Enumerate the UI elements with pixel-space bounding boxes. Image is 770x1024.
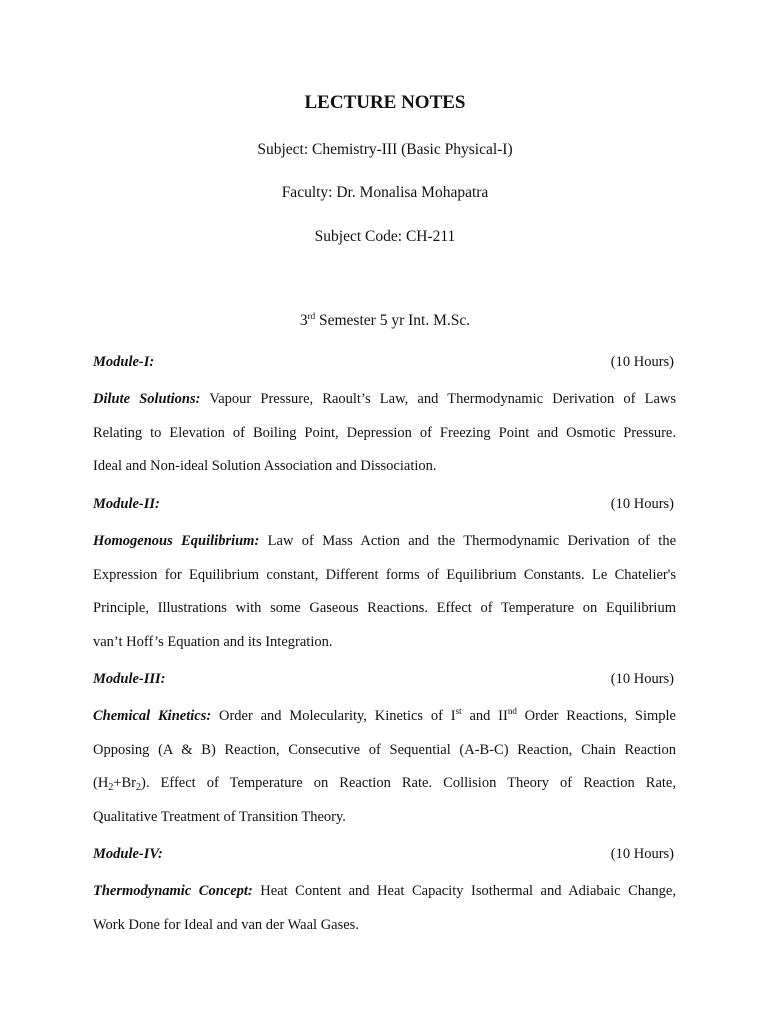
module-4-name: Module-IV: — [93, 846, 163, 862]
module-2-description — [93, 525, 676, 659]
module-3-line-3-b: +Br — [113, 775, 136, 791]
document-title: LECTURE NOTES — [304, 92, 466, 113]
semester-line — [0, 312, 770, 330]
ordinal-nd: nd — [507, 706, 517, 716]
module-3-line-3-c: ). Effect of Temperature on Reaction Rate. Collision Theory of Reaction Rate, — [141, 775, 676, 791]
faculty-line: Faculty: Dr. Monalisa Mohapatra — [281, 184, 489, 201]
module-1-description — [93, 383, 676, 484]
semester-number: 3 — [299, 312, 308, 329]
module-4-description — [93, 875, 676, 942]
module-4-line-2: Work Done for Ideal and van der Waal Gases. — [93, 916, 359, 933]
module-4-hours: (10 Hours) — [610, 846, 674, 862]
module-2-name: Module-II: — [93, 496, 160, 512]
module-3-line-1-a: Order and Molecularity, Kinetics of I — [211, 708, 456, 724]
module-1-hours: (10 Hours) — [610, 354, 674, 370]
module-4-heading — [93, 846, 674, 863]
module-1-topic: Dilute Solutions: — [93, 391, 201, 407]
ordinal-st: st — [455, 706, 462, 716]
module-4-line-1-text: Heat Content and Heat Capacity Isothermal and Adiabaic Change, — [252, 883, 676, 899]
module-3-line-1 — [93, 700, 676, 734]
module-3-name: Module-III: — [93, 671, 166, 687]
subscript-br2: 2 — [136, 782, 141, 793]
module-3-line-3-a: (H — [93, 775, 109, 791]
module-4-line-1 — [93, 875, 676, 909]
module-2-line-1 — [93, 525, 676, 559]
module-3-line-1-c: Order Reactions, Simple — [516, 708, 676, 724]
module-3-heading — [93, 671, 674, 688]
module-2-line-1-text: Law of Mass Action and the Thermodynamic Derivation of the — [259, 533, 677, 549]
subject-line: Subject: Chemistry-III (Basic Physical-I) — [257, 141, 513, 158]
module-2-line-3: Principle, Illustrations with some Gaseous Reactions. Effect of Temperature on Equilibrium — [93, 600, 676, 616]
semester-ordinal: rd — [307, 311, 316, 321]
semester-text: Semester 5 yr Int. M.Sc. — [315, 312, 471, 329]
module-1-line-2: Relating to Elevation of Boiling Point, Depression of Freezing Point and Osmotic Pressure. — [93, 424, 676, 441]
module-1-line-1-text: Vapour Pressure, Raoult’s Law, and Thermodynamic Derivation of Laws — [200, 391, 676, 407]
module-3-line-3 — [93, 767, 676, 801]
module-1-name: Module-I: — [93, 354, 155, 370]
module-1-line-3: Ideal and Non-ideal Solution Association and Dissociation. — [93, 458, 437, 474]
subscript-h2: 2 — [108, 782, 114, 793]
module-2-line-2: Expression for Equilibrium constant, Different forms of Equilibrium Constants. Le Chatelier's — [93, 566, 676, 583]
module-1-heading — [93, 354, 674, 371]
module-2-hours: (10 Hours) — [610, 496, 674, 512]
module-4-topic: Thermodynamic Concept: — [93, 883, 253, 899]
module-1-line-1 — [93, 383, 676, 417]
module-3-line-4: Qualitative Treatment of Transition Theory. — [93, 808, 346, 825]
module-3-line-2: Opposing (A & B) Reaction, Consecutive of Sequential (A-B-C) Reaction, Chain Reaction — [93, 741, 676, 758]
module-3-hours: (10 Hours) — [610, 671, 674, 687]
module-2-line-4: van’t Hoff’s Equation and its Integration. — [93, 633, 333, 650]
module-3-topic: Chemical Kinetics: — [93, 708, 212, 724]
module-3-line-1-b: and II — [461, 708, 508, 724]
module-2-topic: Homogenous Equilibrium: — [93, 533, 260, 549]
module-3-description — [93, 700, 676, 834]
subject-code-line: Subject Code: CH-211 — [314, 228, 456, 245]
module-2-heading — [93, 496, 674, 513]
